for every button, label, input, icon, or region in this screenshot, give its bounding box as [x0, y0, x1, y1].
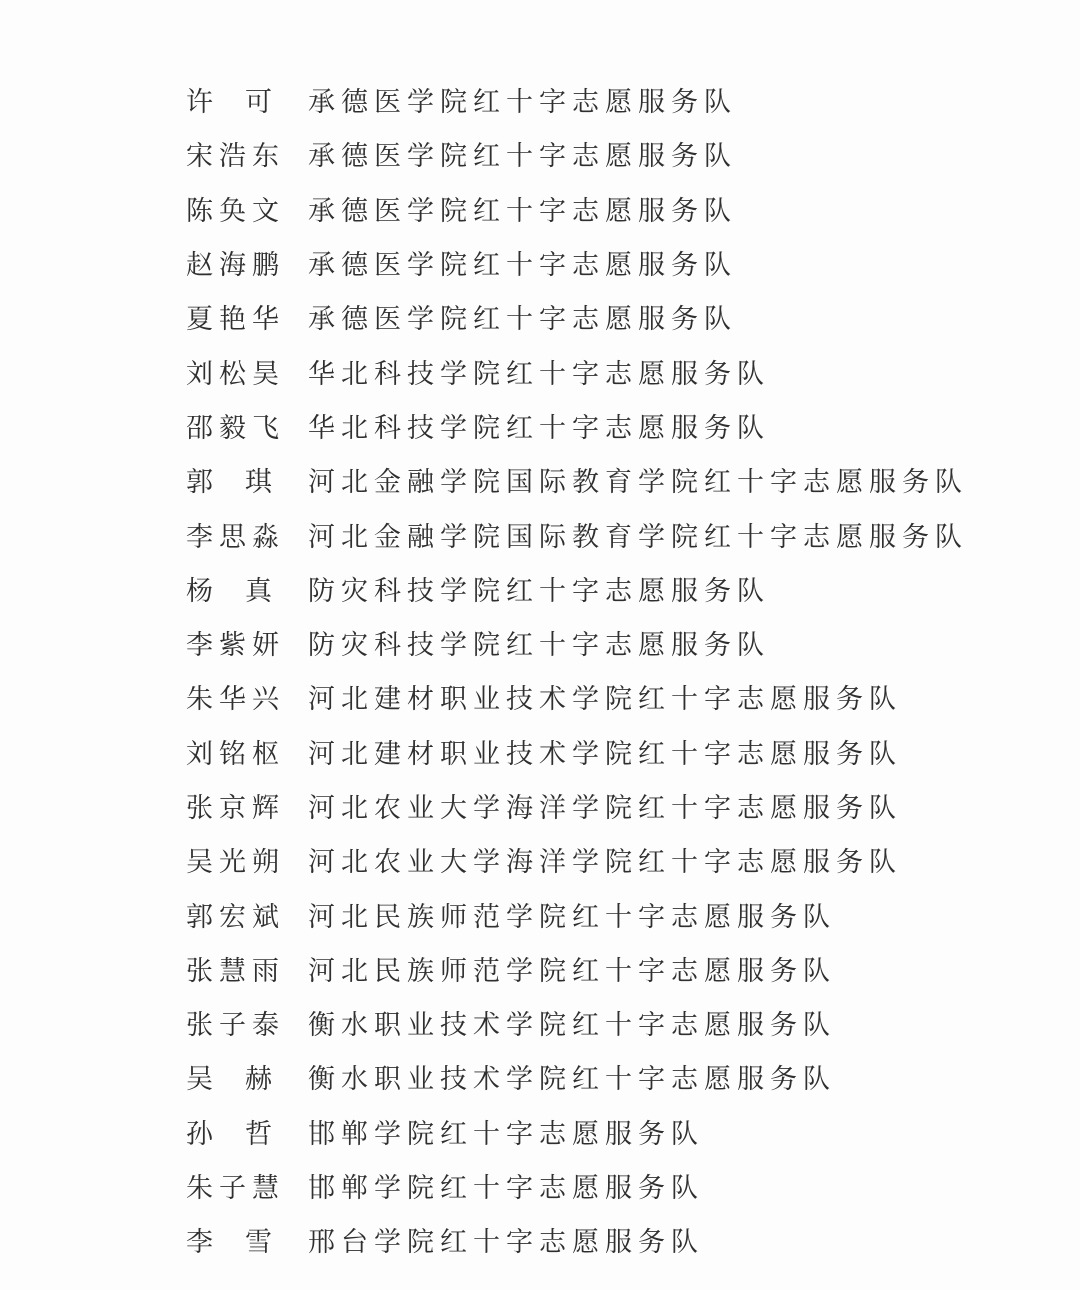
person-name: 夏艳华: [186, 304, 285, 336]
list-item: [186, 782, 1046, 836]
organization-name: 河北民族师范学院红十字志愿服务队: [308, 955, 836, 987]
organization-name: 河北民族师范学院红十字志愿服务队: [308, 901, 836, 933]
person-name: 邵毅飞: [186, 412, 285, 444]
organization-name: 河北金融学院国际教育学院红十字志愿服务队: [308, 467, 968, 499]
list-item: [186, 185, 1046, 239]
organization-name: 承德医学院红十字志愿服务队: [308, 141, 737, 173]
person-name: 许可: [186, 87, 304, 119]
person-name: 郭琪: [186, 467, 304, 499]
list-item: [186, 619, 1046, 673]
organization-name: 承德医学院红十字志愿服务队: [308, 87, 737, 119]
person-name: 张京辉: [186, 793, 285, 824]
list-item: [186, 836, 1046, 890]
person-name: 张子泰: [186, 1010, 285, 1042]
person-name: 李紫妍: [186, 630, 285, 662]
list-item: [186, 239, 1046, 293]
list-item: [186, 1162, 1046, 1216]
person-name: 刘松昊: [186, 358, 285, 390]
organization-name: 承德医学院红十字志愿服务队: [308, 304, 737, 336]
list-item: [186, 130, 1046, 184]
list-item: [186, 565, 1046, 619]
person-name: 刘铭枢: [186, 738, 285, 770]
list-item: [186, 510, 1046, 564]
organization-name: 河北农业大学海洋学院红十字志愿服务队: [308, 847, 902, 879]
list-item: [186, 945, 1046, 999]
list-item: [186, 999, 1046, 1053]
person-name: 朱华兴: [186, 684, 285, 716]
list-item: [186, 1053, 1046, 1107]
organization-name: 华北科技学院红十字志愿服务队: [308, 412, 770, 444]
person-name: 张慧雨: [186, 955, 285, 987]
person-name: 朱子慧: [186, 1173, 285, 1205]
person-name: 陈奂文: [186, 195, 285, 227]
list-item: [186, 673, 1046, 727]
list-item: [186, 76, 1046, 130]
organization-name: 承德医学院红十字志愿服务队: [308, 195, 737, 227]
organization-name: 邢台学院红十字志愿服务队: [308, 1227, 704, 1259]
person-name: 赵海鹏: [186, 250, 285, 282]
organization-name: 河北建材职业技术学院红十字志愿服务队: [308, 684, 902, 716]
person-name: 李思淼: [186, 521, 285, 553]
person-name: 郭宏斌: [186, 901, 285, 933]
organization-name: 防灾科技学院红十字志愿服务队: [308, 575, 770, 607]
person-name: 李雪: [186, 1227, 304, 1259]
organization-name: 承德医学院红十字志愿服务队: [308, 250, 737, 282]
list-item: [186, 347, 1046, 401]
organization-name: 河北金融学院国际教育学院红十字志愿服务队: [308, 521, 968, 553]
person-name: 吴光朔: [186, 847, 285, 879]
person-name: 吴赫: [186, 1064, 304, 1096]
organization-name: 防灾科技学院红十字志愿服务队: [308, 630, 770, 662]
list-item: [186, 402, 1046, 456]
person-name: 杨真: [186, 575, 304, 607]
organization-name: 邯郸学院红十字志愿服务队: [308, 1118, 704, 1150]
list-item: [186, 293, 1046, 347]
list-item: [186, 728, 1046, 782]
list-item: [186, 456, 1046, 510]
list-item: [186, 1216, 1046, 1270]
person-name: 孙哲: [186, 1118, 304, 1150]
volunteer-list: [186, 76, 1046, 1271]
organization-name: 邯郸学院红十字志愿服务队: [308, 1173, 704, 1205]
list-item: [186, 890, 1046, 944]
organization-name: 衡水职业技术学院红十字志愿服务队: [308, 1064, 836, 1096]
person-name: 宋浩东: [186, 141, 285, 173]
organization-name: 河北建材职业技术学院红十字志愿服务队: [308, 738, 902, 770]
organization-name: 华北科技学院红十字志愿服务队: [308, 358, 770, 390]
organization-name: 衡水职业技术学院红十字志愿服务队: [308, 1010, 836, 1042]
list-item: [186, 1108, 1046, 1162]
organization-name: 河北农业大学海洋学院红十字志愿服务队: [308, 793, 902, 824]
